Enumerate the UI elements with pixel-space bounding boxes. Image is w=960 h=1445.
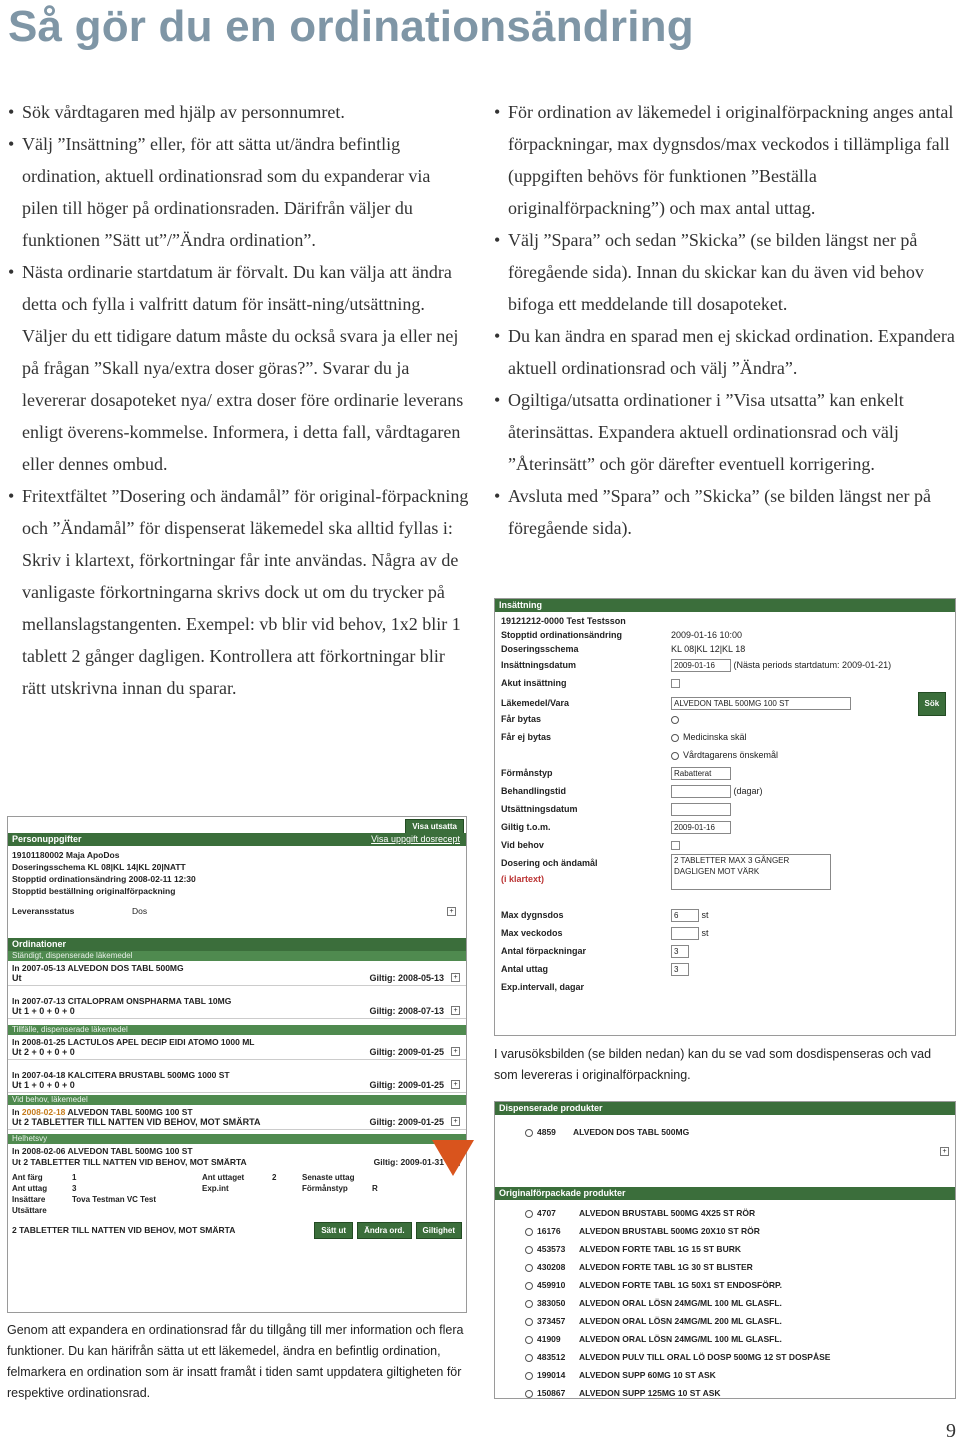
product-row[interactable] <box>495 1330 955 1348</box>
product-code: 383050 <box>537 1298 566 1308</box>
product-radio[interactable] <box>525 1246 533 1254</box>
order-valid: Giltig: 2008-05-13 <box>369 973 444 983</box>
info-label: Stopptid ordinationsändring <box>501 630 622 640</box>
originalforpackade-header: Originalförpackade produkter <box>495 1187 955 1200</box>
expanded-order <box>8 1144 466 1241</box>
akut-checkbox[interactable] <box>671 679 680 688</box>
product-row[interactable] <box>495 1204 955 1222</box>
product-code: 483512 <box>537 1352 566 1362</box>
order-valid: Giltig: 2008-07-13 <box>369 1006 444 1016</box>
produkter-screenshot <box>494 1101 956 1399</box>
field-label: Får bytas <box>501 714 542 724</box>
field-label: Förmånstyp <box>501 768 553 778</box>
info-label: Doseringsschema <box>501 644 579 654</box>
product-name: ALVEDON ORAL LÖSN 24MG/ML 100 ML GLASFL. <box>579 1298 782 1308</box>
bullet-item: • Du kan ändra en sparad men ej skickad ordination. Expandera aktuell ordinationsrad och välj ”Ändra”. <box>494 320 956 384</box>
right-text-column <box>494 96 956 544</box>
product-row[interactable] <box>495 1276 955 1294</box>
personuppgifter-header <box>8 833 466 846</box>
bullet-item: • Avsluta med ”Spara” och ”Skicka” (se bilden längst ner på föregående sida). <box>494 480 956 544</box>
order-prefix: In <box>12 1107 22 1117</box>
product-radio[interactable] <box>525 1318 533 1326</box>
grid-value: R <box>372 1184 378 1193</box>
order-line: In 2007-05-13 ALVEDON DOS TABL 500MG <box>12 963 184 973</box>
info-value: KL 08|KL 12|KL 18 <box>671 644 746 654</box>
behandlingstid-input[interactable] <box>671 785 731 798</box>
product-code: 199014 <box>537 1370 566 1380</box>
order-row[interactable] <box>8 1105 466 1130</box>
product-row[interactable] <box>495 1348 955 1366</box>
product-code: 4707 <box>537 1208 556 1218</box>
product-code: 4859 <box>537 1127 556 1137</box>
expand-icon[interactable]: + <box>940 1147 949 1156</box>
caption-right: I varusöksbilden (se bilden nedan) kan du se vad som dosdispenseras och vad som levereras i originalförpackning. <box>494 1047 932 1082</box>
visa-utsatta-button[interactable]: Visa utsatta <box>405 819 464 834</box>
search-button[interactable]: Sök <box>918 692 947 716</box>
product-name: ALVEDON ORAL LÖSN 24MG/ML 200 ML GLASFL. <box>579 1316 782 1326</box>
order-valid: Giltig: 2009-01-25 <box>369 1080 444 1090</box>
product-code: 453573 <box>537 1244 566 1254</box>
leverans-value: Dos <box>132 906 148 916</box>
order-date: 2008-02-18 <box>21 1107 66 1117</box>
insattning-form-screenshot <box>494 598 956 1036</box>
order-line: Ut 1 + 0 + 0 + 0 <box>12 1006 75 1016</box>
product-radio[interactable] <box>525 1354 533 1362</box>
product-name: ALVEDON PULV TILL ORAL LÖ DOSP 500MG 12 ST DOSPÅSE <box>579 1352 831 1362</box>
bullet-item: • Fritextfältet ”Dosering och ändamål” för original-förpackning och ”Ändamål” för dispenserat läkemedel ska alltid fyllas i: Skriv i klartext, förkortningar får inte användas. Några av de vanligaste förkortningarna skrivs dock ut om du trycker på mellanslagstangenten. Exempel: vb blir vid behov, 1x2 blir 1 tablett 2 gånger dagligen. Kontrollera att förkortningar blir rätt utskrivna innan du sparar. <box>8 480 470 704</box>
sub-header: Vid behov, läkemedel <box>8 1095 466 1105</box>
grid-label: Exp.int <box>202 1184 229 1193</box>
lakemedel-input[interactable]: ALVEDON TABL 500MG 100 ST <box>671 697 851 710</box>
order-row[interactable] <box>8 961 466 986</box>
product-code: 430208 <box>537 1262 566 1272</box>
form-header: Insättning <box>495 599 955 612</box>
detail-line: Doseringsschema KL 08|KL 14|KL 20|NATT <box>12 862 186 872</box>
product-radio[interactable] <box>525 1264 533 1272</box>
caption-left: Genom att expandera en ordinationsrad får du tillgång till mer information och flera funktioner. Du kan härifrån sätta ut ett läkemedel, ändra en befintlig ordination, felmarkera en ordination som är insatt framåt i tiden samt uppdatera giltigheten för respektive ordinationsrad. <box>7 1323 464 1400</box>
info-label: 19121212-0000 Test Testsson <box>501 616 626 626</box>
order-product: ALVEDON TABL 500MG 100 ST <box>65 1107 193 1117</box>
order-valid: Giltig: 2009-01-25 <box>369 1117 444 1127</box>
grid-label: Ant uttag <box>12 1184 48 1193</box>
order-line: Ut 1 + 0 + 0 + 0 <box>12 1080 75 1090</box>
product-name: ALVEDON DOS TABL 500MG <box>573 1127 690 1137</box>
max-veckodos-input[interactable] <box>671 927 699 940</box>
grid-value: 2 <box>272 1173 277 1182</box>
order-line: In 2008-01-25 LACTULOS APEL DECIP EIDI ATOMO 1000 ML <box>12 1037 255 1047</box>
expand-icon[interactable]: + <box>447 907 456 916</box>
grid-value: 3 <box>72 1184 77 1193</box>
ordinationer-screenshot <box>7 816 467 1313</box>
product-name: ALVEDON SUPP 60MG 10 ST ASK <box>579 1370 716 1380</box>
dispenserade-header: Dispenserade produkter <box>495 1102 955 1115</box>
field-label: Antal förpackningar <box>501 946 587 956</box>
field-note: st <box>701 910 709 920</box>
grid-label: Ant uttaget <box>202 1173 245 1182</box>
helhetsvy-header: Helhetsvy <box>8 1134 466 1144</box>
product-code: 150867 <box>537 1388 566 1398</box>
bullet-item: • Sök vårdtagaren med hjälp av personnumret. <box>8 96 470 128</box>
expand-icon[interactable]: + <box>451 1006 460 1015</box>
order-row[interactable] <box>8 1035 466 1060</box>
field-label: Insättningsdatum <box>501 660 577 670</box>
bullet-item: • För ordination av läkemedel i originalförpackning anges antal förpackningar, max dygnsdos/max veckodos i tillämpliga fall (uppgiften behövs för funktionen ”Beställa originalförpackning”) och max antal uttag. <box>494 96 956 224</box>
bullet-item: • Ogiltiga/utsatta ordinationer i ”Visa utsatta” kan enkelt återinsättas. Expandera aktuell ordinationsrad och välj ”Återinsätt” och gör därefter eventuell korrigering. <box>494 384 956 480</box>
product-row[interactable] <box>495 1240 955 1258</box>
product-radio[interactable] <box>525 1282 533 1290</box>
grid-label: Senaste uttag <box>302 1173 355 1182</box>
product-radio[interactable] <box>525 1300 533 1308</box>
grid-label: Ant färg <box>12 1173 43 1182</box>
grid-value: Tova Testman VC Test <box>72 1195 157 1204</box>
giltighet-button[interactable]: Giltighet <box>416 1222 462 1239</box>
product-row[interactable] <box>495 1123 689 1141</box>
order-line <box>12 1107 462 1117</box>
radio-label: Medicinska skäl <box>683 732 747 742</box>
medicinska-skal-radio[interactable] <box>671 734 679 742</box>
product-radio[interactable] <box>525 1336 533 1344</box>
utsattningsdatum-input[interactable] <box>671 803 731 816</box>
bullet-item: • Nästa ordinarie startdatum är förvalt. Du kan välja att ändra detta och fylla i valfritt datum för insätt-ning/utsättning. Väljer du ett tidigare datum måste du också svara ja eller nej på frågan ”Skall nya/extra doser göras?”. Svarar du ja levererar dosapoteket nya/ extra doser före ordinarie leverans enligt överens-kommelse. Informera, i detta fall, vårdtagaren eller dennes ombud. <box>8 256 470 480</box>
product-code: 459910 <box>537 1280 566 1290</box>
grid-label: Utsättare <box>12 1206 47 1215</box>
product-row[interactable] <box>495 1312 955 1330</box>
order-line: Ut 2 TABLETTER TILL NATTEN VID BEHOV, MOT SMÄRTA <box>12 1117 261 1127</box>
order-row[interactable] <box>8 994 466 1019</box>
expanded-line: Ut 2 TABLETTER TILL NATTEN VID BEHOV, MOT SMÄRTA <box>12 1157 247 1167</box>
max-dygnsdos-input[interactable]: 6 <box>671 909 699 922</box>
product-radio[interactable] <box>525 1228 533 1236</box>
field-label: Max dygnsdos <box>501 910 564 920</box>
expanded-line: In 2008-02-06 ALVEDON TABL 500MG 100 ST <box>12 1146 193 1156</box>
info-value: 2009-01-16 10:00 <box>671 630 743 640</box>
field-label: Får ej bytas <box>501 732 552 742</box>
product-row[interactable] <box>495 1366 955 1384</box>
person-line: 19101180002 Maja ApoDos <box>12 850 120 860</box>
page-title: Så gör du en ordinationsändring <box>8 2 694 51</box>
satt-ut-button[interactable]: Sätt ut <box>314 1222 353 1239</box>
arrow-down-icon <box>432 1140 474 1176</box>
field-label: Antal uttag <box>501 964 548 974</box>
grid-label: Förmånstyp <box>302 1184 348 1193</box>
product-code: 41909 <box>537 1334 561 1344</box>
expanded-valid: Giltig: 2009-01-31 <box>373 1157 444 1167</box>
field-label: Giltig t.o.m. <box>501 822 551 832</box>
order-line: Ut 2 + 0 + 0 + 0 <box>12 1047 75 1057</box>
product-name: ALVEDON BRUSTABL 500MG 20X10 ST RÖR <box>579 1226 760 1236</box>
vid-behov-checkbox[interactable] <box>671 841 680 850</box>
expand-icon[interactable]: + <box>451 1117 460 1126</box>
field-label: Akut insättning <box>501 678 567 688</box>
header-label: Personuppgifter <box>12 834 82 844</box>
product-row[interactable] <box>495 1294 955 1312</box>
order-valid: Giltig: 2009-01-25 <box>369 1047 444 1057</box>
dosering-textarea[interactable]: 2 TABLETTER MAX 3 GÅNGER DAGLIGEN MOT VÄRK <box>671 854 831 890</box>
bullet-item: • Välj ”Insättning” eller, för att sätta ut/ändra befintlig ordination, aktuell ordinationsrad som du expanderar via pilen till höger på ordinationsraden. Därifrån väljer du funktionen ”Sätt ut”/”Ändra ordination”. <box>8 128 470 256</box>
field-note: st <box>701 928 709 938</box>
sub-header: Ständigt, dispenserade läkemedel <box>8 951 466 961</box>
giltig-input[interactable]: 2009-01-16 <box>671 821 731 834</box>
expand-icon[interactable]: + <box>451 973 460 982</box>
field-note: (Nästa periods startdatum: 2009-01-21) <box>733 660 892 670</box>
expanded-footer: 2 TABLETTER TILL NATTEN VID BEHOV, MOT SMÄRTA <box>12 1225 236 1235</box>
field-label: (i klartext) <box>501 874 545 884</box>
product-radio[interactable] <box>525 1372 533 1380</box>
detail-line: Stopptid beställning originalförpackning <box>12 886 176 896</box>
field-label: Behandlingstid <box>501 786 566 796</box>
page-number: 9 <box>946 1420 956 1442</box>
field-label: Utsättningsdatum <box>501 804 578 814</box>
product-name: ALVEDON BRUSTABL 500MG 4X25 ST RÖR <box>579 1208 756 1218</box>
product-radio[interactable] <box>525 1390 533 1398</box>
order-line: In 2007-04-18 KALCITERA BRUSTABL 500MG 1000 ST <box>12 1070 230 1080</box>
sub-header: Tillfälle, dispenserade läkemedel <box>8 1025 466 1035</box>
field-label: Läkemedel/Vara <box>501 698 570 708</box>
field-label: Exp.intervall, dagar <box>501 982 585 992</box>
detail-line: Stopptid ordinationsändring 2008-02-11 12:30 <box>12 874 196 884</box>
formanstyp-select[interactable]: Rabatterat <box>671 767 731 780</box>
order-line: Ut <box>12 973 22 983</box>
ordinationer-header: Ordinationer <box>8 938 466 951</box>
far-bytas-radio[interactable] <box>671 716 679 724</box>
product-radio[interactable] <box>525 1129 533 1137</box>
field-label: Max veckodos <box>501 928 563 938</box>
grid-label: Insättare <box>12 1195 46 1204</box>
product-row[interactable] <box>495 1384 955 1399</box>
product-code: 373457 <box>537 1316 566 1326</box>
field-label: Dosering och ändamål <box>501 858 598 868</box>
radio-label: Vårdtagarens önskemål <box>683 750 779 760</box>
product-name: ALVEDON FORTE TABL 1G 50X1 ST ENDOSFÖRP. <box>579 1280 782 1290</box>
field-note: (dagar) <box>733 786 763 796</box>
andra-ordination-button[interactable]: Ändra ord. <box>357 1222 411 1239</box>
insattningsdatum-input[interactable]: 2009-01-16 <box>671 659 731 672</box>
order-line: In 2007-07-13 CITALOPRAM ONSPHARMA TABL 10MG <box>12 996 232 1006</box>
vardtagare-onskemal-radio[interactable] <box>671 752 679 760</box>
antal-forpackningar-input[interactable]: 3 <box>671 945 689 958</box>
expand-icon[interactable]: + <box>451 1047 460 1056</box>
product-name: ALVEDON SUPP 125MG 10 ST ASK <box>579 1388 721 1398</box>
antal-uttag-input[interactable]: 3 <box>671 963 689 976</box>
product-code: 16176 <box>537 1226 561 1236</box>
product-row[interactable] <box>495 1258 955 1276</box>
bullet-item: • Välj ”Spara” och sedan ”Skicka” (se bilden längst ner på föregående sida). Innan du skickar kan du även vid behov bifoga ett meddelande till dosapoteket. <box>494 224 956 320</box>
field-label: Vid behov <box>501 840 544 850</box>
product-name: ALVEDON FORTE TABL 1G 15 ST BURK <box>579 1244 741 1254</box>
product-row[interactable] <box>495 1222 955 1240</box>
product-name: ALVEDON FORTE TABL 1G 30 ST BLISTER <box>579 1262 753 1272</box>
grid-value: 1 <box>72 1173 77 1182</box>
order-row[interactable] <box>8 1068 466 1093</box>
expand-icon[interactable]: + <box>451 1080 460 1089</box>
collapse-icon[interactable]: − <box>451 1157 460 1166</box>
product-radio[interactable] <box>525 1210 533 1218</box>
visa-dosrecept-link[interactable]: Visa uppgift dosrecept <box>371 834 460 844</box>
leverans-label: Leveransstatus <box>12 906 75 916</box>
left-text-column <box>8 96 470 704</box>
product-name: ALVEDON ORAL LÖSN 24MG/ML 100 ML GLASFL. <box>579 1334 782 1344</box>
